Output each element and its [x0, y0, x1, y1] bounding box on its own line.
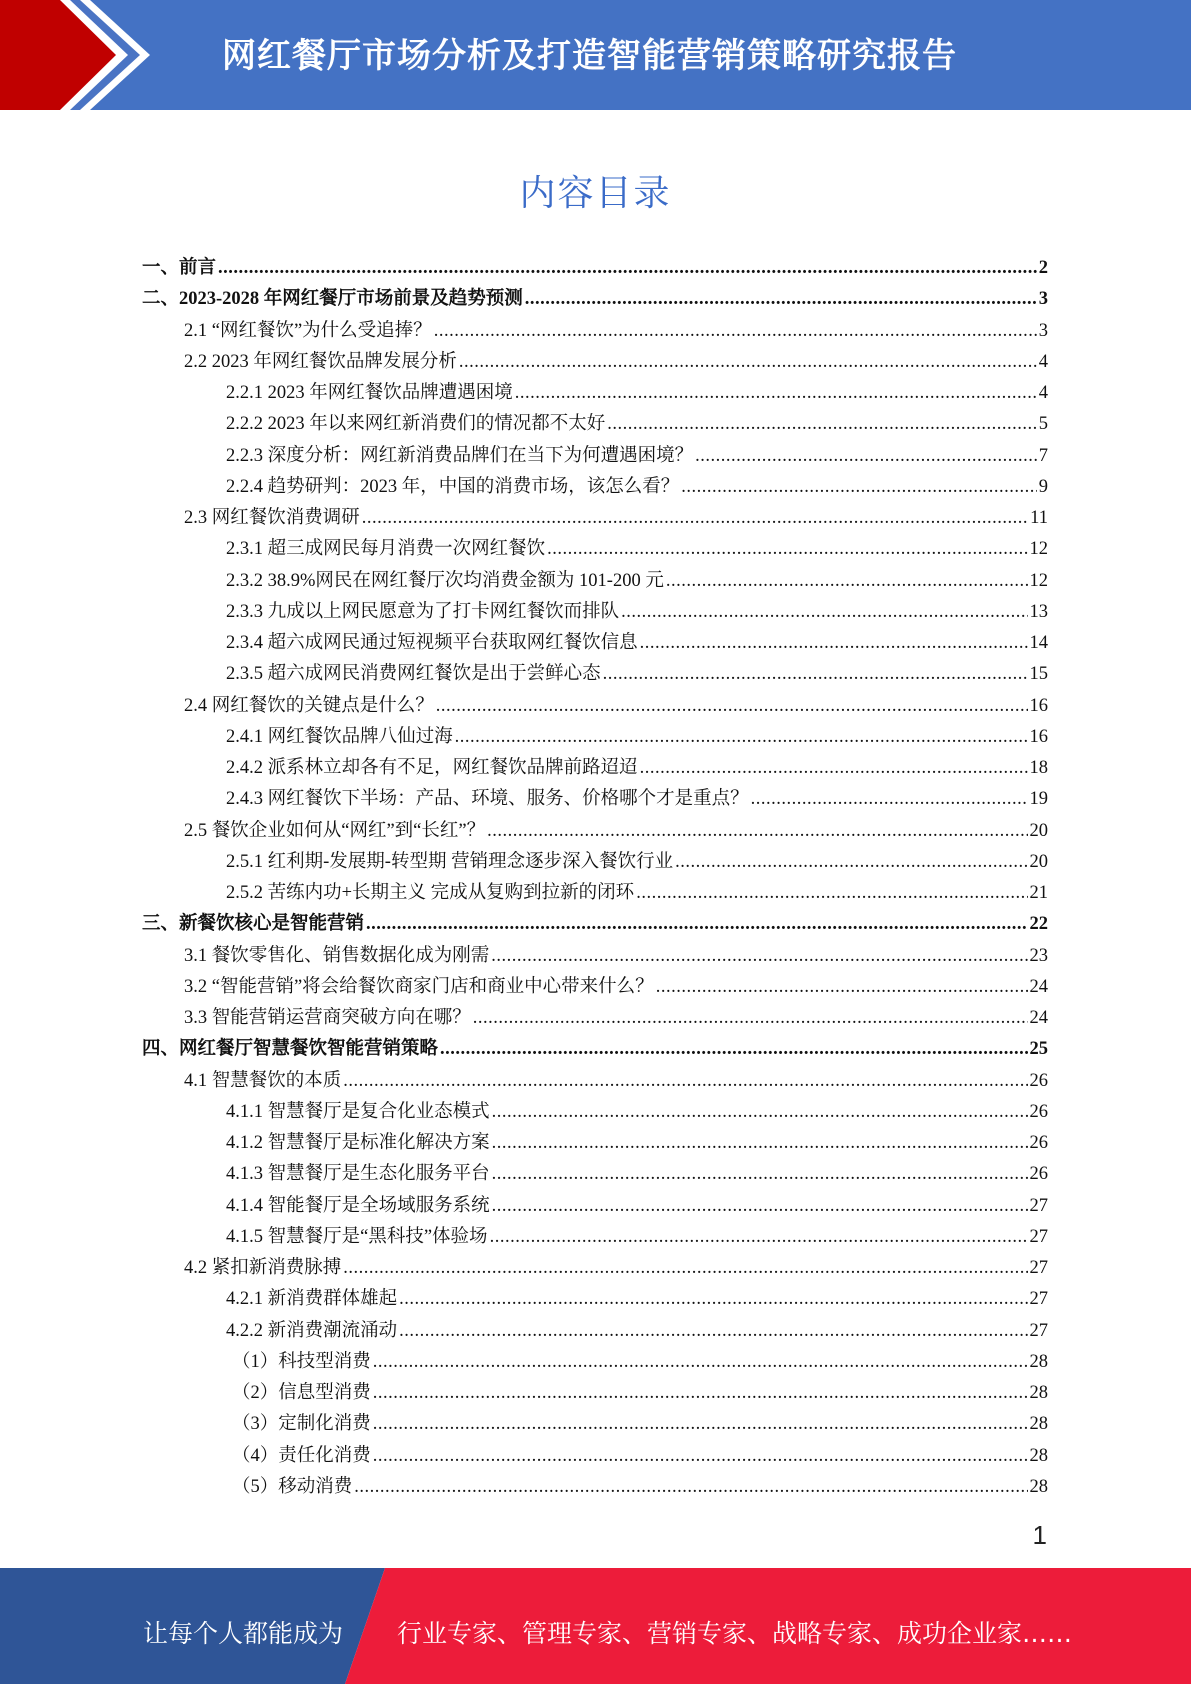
toc-entry[interactable] [142, 816, 1048, 847]
toc-entry-label: 2.4.3 网红餐饮下半场：产品、环境、服务、价格哪个才是重点？ [226, 789, 749, 810]
toc-entry-label: 2.4 网红餐饮的关键点是什么？ [184, 695, 434, 716]
toc-leader-dots [681, 477, 1036, 498]
toc-entry[interactable] [142, 628, 1048, 659]
toc-leader-dots [440, 1039, 1027, 1060]
toc-leader-dots [656, 977, 1028, 998]
toc-entry-label: 2.1 “网红餐饮”为什么受追捧？ [184, 320, 432, 341]
toc-leader-dots [492, 1102, 1028, 1123]
toc-entry[interactable] [142, 1003, 1048, 1034]
toc-entry-page: 7 [1038, 445, 1048, 466]
toc-entry-label: 2.3.1 超三成网民每月消费一次网红餐饮 [226, 539, 546, 560]
toc-entry[interactable] [142, 472, 1048, 503]
toc-entry[interactable] [142, 722, 1048, 753]
page-number: 1 [1032, 1520, 1047, 1550]
toc-leader-dots [373, 1446, 1028, 1467]
toc-leader-dots [373, 1414, 1028, 1435]
toc-leader-dots [362, 508, 1028, 529]
toc-entry-page: 28 [1029, 1445, 1048, 1466]
toc-entry[interactable] [142, 441, 1048, 472]
toc-entry-page: 16 [1029, 726, 1048, 747]
toc-entry-page: 20 [1029, 851, 1048, 872]
toc-entry-page: 26 [1029, 1133, 1048, 1153]
toc-entry-label: 4.2.2 新消费潮流涌动 [226, 1320, 398, 1341]
toc-heading: 内容目录 [519, 173, 672, 214]
toc-entry-label: 3.3 智能营销运营商突破方向在哪？ [184, 1008, 471, 1028]
toc-entry-label: 3.2 “智能营销”将会给餐饮商家门店和商业中心带来什么？ [184, 976, 654, 997]
toc-entry-page: 21 [1029, 883, 1048, 903]
toc-entry-label: 二、2023-2028 年网红餐厅市场前景及趋势预测 [142, 289, 523, 310]
toc-entry[interactable] [142, 1284, 1048, 1315]
toc-entry[interactable] [142, 1409, 1048, 1440]
toc-entry-label: 2.5 餐饮企业如何从“网红”到“长红”？ [184, 820, 486, 841]
toc-entry[interactable] [142, 409, 1048, 440]
toc-leader-dots [491, 946, 1027, 967]
toc-entry-label: （2）信息型消费 [232, 1383, 371, 1403]
toc-entry-page: 25 [1029, 1039, 1048, 1060]
toc-leader-dots [666, 571, 1028, 592]
toc-entry-page: 2 [1038, 258, 1048, 278]
toc-entry[interactable] [142, 753, 1048, 784]
toc-entry-label: 4.1 智慧餐饮的本质 [184, 1070, 342, 1091]
toc-entry[interactable] [142, 1191, 1048, 1222]
toc-entry[interactable] [142, 284, 1048, 315]
toc-entry-label: 4.1.3 智慧餐厅是生态化服务平台 [226, 1164, 490, 1185]
toc-entry-label: 4.1.4 智能餐厅是全场域服务系统 [226, 1195, 490, 1216]
toc-entry[interactable] [142, 1441, 1048, 1472]
toc-entry[interactable] [142, 878, 1048, 909]
toc-entry-label: 4.2.1 新消费群体雄起 [226, 1289, 398, 1310]
toc-leader-dots [695, 446, 1037, 467]
toc-entry[interactable] [142, 253, 1048, 284]
toc-leader-dots [459, 352, 1037, 373]
header-banner [0, 0, 1191, 110]
toc-entry[interactable] [142, 1222, 1048, 1253]
toc-entry-page: 24 [1029, 976, 1048, 997]
toc-entry[interactable] [142, 784, 1048, 815]
toc-entry[interactable] [142, 847, 1048, 878]
toc-leader-dots [354, 1477, 1027, 1498]
toc-entry-page: 12 [1029, 539, 1048, 560]
toc-leader-dots [473, 1008, 1028, 1029]
toc-entry-page: 14 [1029, 633, 1048, 653]
toc-entry[interactable] [142, 378, 1048, 409]
toc-leader-dots [399, 1289, 1027, 1310]
toc-entry-page: 20 [1029, 820, 1048, 841]
toc-leader-dots [492, 1196, 1028, 1217]
toc-leader-dots [636, 883, 1027, 904]
toc-leader-dots [490, 1227, 1028, 1248]
toc-entry-label: 2.3 网红餐饮消费调研 [184, 508, 360, 528]
toc-entry[interactable] [142, 597, 1048, 628]
toc-entry-label: （4）责任化消费 [232, 1445, 371, 1466]
toc-leader-dots [640, 758, 1028, 779]
toc-leader-dots [603, 664, 1028, 685]
toc-entry-label: 一、前言 [142, 258, 217, 278]
toc-entry-label: 4.1.2 智慧餐厅是标准化解决方案 [226, 1133, 490, 1153]
toc-entry-label: 四、网红餐厅智慧餐饮智能营销策略 [142, 1039, 439, 1060]
toc-entry-page: 12 [1029, 570, 1048, 591]
toc-entry-label: 三、新餐饮核心是智能营销 [142, 914, 365, 935]
toc-leader-dots [373, 1352, 1028, 1373]
toc-entry[interactable] [142, 503, 1048, 534]
toc-entry-page: 28 [1029, 1476, 1048, 1497]
toc-entry-label: （1）科技型消费 [232, 1351, 371, 1372]
toc-leader-dots [547, 539, 1027, 560]
toc-entry-page: 28 [1029, 1414, 1048, 1435]
toc-entry-page: 13 [1029, 601, 1048, 622]
toc-entry-label: 2.2 2023 年网红餐饮品牌发展分析 [184, 351, 457, 372]
footer-banner [0, 1568, 1191, 1684]
toc-entry-label: （5）移动消费 [232, 1476, 353, 1497]
toc-entry-page: 28 [1029, 1383, 1048, 1403]
footer-slogan-right: 行业专家、管理专家、营销专家、战略专家、成功企业家…… [397, 1619, 1073, 1648]
toc-entry-label: 2.4.1 网红餐饮品牌八仙过海 [226, 726, 453, 747]
table-of-contents [142, 253, 1048, 1503]
toc-entry[interactable] [142, 1066, 1048, 1097]
toc-entry-page: 26 [1029, 1070, 1048, 1091]
toc-entry-label: 2.3.4 超六成网民通过短视频平台获取网红餐饮信息 [226, 633, 638, 653]
toc-entry-label: 3.1 餐饮零售化、销售数据化成为刚需 [184, 945, 490, 966]
toc-entry[interactable] [142, 691, 1048, 722]
toc-entry-page: 27 [1029, 1289, 1048, 1310]
toc-entry[interactable] [142, 941, 1048, 972]
toc-leader-dots [343, 1258, 1027, 1279]
toc-entry-label: 4.2 紧扣新消费脉搏 [184, 1258, 342, 1278]
toc-leader-dots [525, 289, 1037, 310]
toc-entry-page: 4 [1038, 383, 1048, 403]
toc-entry-page: 19 [1029, 789, 1048, 810]
toc-leader-dots [515, 383, 1037, 404]
toc-entry-label: 2.2.2 2023 年以来网红新消费们的情况都不太好 [226, 414, 606, 435]
toc-leader-dots [455, 727, 1028, 748]
toc-entry-page: 28 [1029, 1351, 1048, 1372]
toc-entry-label: 2.2.1 2023 年网红餐饮品牌遭遇困境 [226, 383, 513, 403]
toc-entry-label: 2.4.2 派系林立却各有不足，网红餐饮品牌前路迢迢 [226, 758, 638, 778]
toc-entry-page: 11 [1030, 508, 1048, 528]
footer-slogan-left: 让每个人都能成为 [143, 1619, 344, 1648]
toc-leader-dots [218, 258, 1037, 279]
toc-leader-dots [373, 1383, 1028, 1404]
toc-entry-page: 27 [1029, 1320, 1048, 1341]
toc-entry-page: 3 [1038, 320, 1048, 341]
toc-leader-dots [640, 633, 1028, 654]
toc-leader-dots [751, 789, 1028, 810]
toc-entry[interactable] [142, 1347, 1048, 1378]
toc-entry-page: 18 [1029, 758, 1048, 778]
toc-entry[interactable] [142, 316, 1048, 347]
toc-entry-label: （3）定制化消费 [232, 1414, 371, 1435]
toc-leader-dots [434, 321, 1037, 342]
toc-entry-page: 27 [1029, 1258, 1048, 1278]
toc-leader-dots [492, 1164, 1028, 1185]
toc-entry-page: 26 [1029, 1101, 1048, 1122]
toc-entry[interactable] [142, 1034, 1048, 1065]
toc-entry[interactable] [142, 972, 1048, 1003]
toc-entry-page: 26 [1029, 1164, 1048, 1185]
toc-entry[interactable] [142, 1159, 1048, 1190]
toc-entry[interactable] [142, 1472, 1048, 1503]
toc-entry[interactable] [142, 347, 1048, 378]
toc-entry[interactable] [142, 534, 1048, 565]
toc-entry[interactable] [142, 659, 1048, 690]
toc-entry-label: 2.5.1 红利期-发展期-转型期 营销理念逐步深入餐饮行业 [226, 851, 674, 872]
toc-leader-dots [675, 852, 1027, 873]
toc-entry-page: 16 [1029, 695, 1048, 716]
toc-entry-page: 3 [1038, 289, 1048, 310]
toc-entry-page: 23 [1029, 945, 1048, 966]
toc-entry[interactable] [142, 566, 1048, 597]
toc-leader-dots [343, 1071, 1027, 1092]
toc-leader-dots [366, 914, 1027, 935]
toc-entry-label: 4.1.5 智慧餐厅是“黑科技”体验场 [226, 1226, 488, 1247]
toc-leader-dots [607, 414, 1036, 435]
toc-entry-label: 2.3.2 38.9%网民在网红餐厅次均消费金额为 101-200 元 [226, 570, 664, 591]
toc-entry[interactable] [142, 1253, 1048, 1284]
toc-entry-page: 27 [1029, 1195, 1048, 1216]
toc-entry[interactable] [142, 1097, 1048, 1128]
toc-entry-label: 2.3.3 九成以上网民愿意为了打卡网红餐饮而排队 [226, 601, 620, 622]
toc-leader-dots [621, 602, 1027, 623]
toc-entry-page: 5 [1038, 414, 1048, 435]
toc-leader-dots [436, 696, 1028, 717]
toc-entry-page: 24 [1029, 1008, 1048, 1028]
toc-entry-label: 2.2.4 趋势研判：2023 年，中国的消费市场，该怎么看？ [226, 476, 680, 497]
toc-entry-label: 2.5.2 苦练内功+长期主义 完成从复购到拉新的闭环 [226, 883, 635, 903]
toc-entry-label: 2.2.3 深度分析：网红新消费品牌们在当下为何遭遇困境？ [226, 445, 694, 466]
toc-entry-page: 9 [1038, 476, 1048, 497]
toc-entry[interactable] [142, 1128, 1048, 1159]
toc-leader-dots [492, 1133, 1028, 1154]
toc-leader-dots [487, 821, 1027, 842]
toc-entry-page: 27 [1029, 1226, 1048, 1247]
toc-entry-page: 4 [1038, 351, 1048, 372]
toc-entry[interactable] [142, 909, 1048, 940]
toc-entry-page: 15 [1029, 664, 1048, 685]
toc-entry-page: 22 [1029, 914, 1048, 935]
toc-entry-label: 4.1.1 智慧餐厅是复合化业态模式 [226, 1101, 490, 1122]
toc-leader-dots [399, 1321, 1027, 1342]
report-title: 网红餐厅市场分析及打造智能营销策略研究报告 [222, 36, 957, 76]
toc-entry-label: 2.3.5 超六成网民消费网红餐饮是出于尝鲜心态 [226, 664, 601, 685]
toc-entry[interactable] [142, 1378, 1048, 1409]
toc-entry[interactable] [142, 1316, 1048, 1347]
